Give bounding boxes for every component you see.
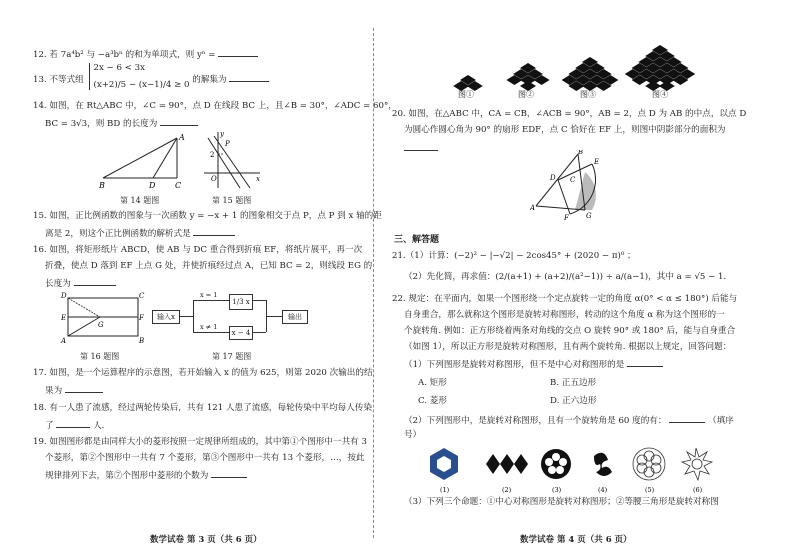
label-2: 2 xyxy=(210,151,215,159)
question-21-part-1: 21.（1）计算：(−2)² − |−√2| − 2cos45° + (2020 − π)⁰ ； xyxy=(392,251,636,261)
flow-arrow-out xyxy=(266,316,282,317)
question-14-line-2 xyxy=(45,117,198,130)
page-footer-3: 数学试卷 第 3 页（共 6 页） xyxy=(150,535,262,546)
label-o: O xyxy=(211,175,217,183)
shape-3-circle-flower xyxy=(541,449,571,479)
question-13 xyxy=(33,63,269,90)
question-17-line-1: 17. 如图，是一个运算程序的示意图，若开始输入 x 的值为 625，则第 2020 次输出的结 xyxy=(33,368,373,378)
label-a: A xyxy=(61,337,67,344)
question-20-line-1: 20. 如图，在△ABC 中，CA = CB，∠ACB = 90°，AB = 2，点 D 为 AB 的中点，以点 D xyxy=(392,109,747,119)
shape-label-2: (2) xyxy=(502,486,512,494)
petal-1 xyxy=(552,453,560,461)
label-c: C xyxy=(175,181,182,190)
question-19-line-2: 个菱形，第②个图形中一共有 7 个菱形，第③个图形中一共有 13 个菱形，…，按此 xyxy=(45,453,365,463)
question-22-part-3: （3）下列三个命题：①中心对称图形是旋转对称图形；②等腰三角形是旋转对称图 xyxy=(404,497,719,507)
flow-output-box: 输出 xyxy=(282,310,308,324)
question-15-text: 离是 2，则这个正比例函数的解析式是 xyxy=(45,229,191,239)
flow-input-box: 输入x xyxy=(152,310,180,324)
figure-17 xyxy=(148,292,318,344)
label-e: E xyxy=(594,158,600,166)
flow-merge-bottom xyxy=(252,332,266,333)
label-c: C xyxy=(139,292,145,300)
question-16-line-1: 16. 如图，将矩形纸片 ABCD，使 AB 与 DC 重合得到折痕 EF，将纸片展平，再一次 xyxy=(33,245,363,255)
question-19-line-3 xyxy=(45,469,247,482)
segment-ba xyxy=(103,138,177,178)
question-22-part-2-line-2: 号） xyxy=(404,430,422,440)
page-divider xyxy=(373,28,374,538)
answer-blank-22-2[interactable] xyxy=(669,414,705,423)
petal-4 xyxy=(548,466,556,474)
answer-blank-14[interactable] xyxy=(160,117,198,126)
label-d: D xyxy=(149,181,156,190)
answer-blank-13[interactable] xyxy=(229,73,269,82)
segment-ag xyxy=(68,317,100,336)
label-d: D xyxy=(550,174,556,182)
label-a: A xyxy=(530,204,536,212)
segment-dg xyxy=(68,298,100,317)
question-22-line-1: 22. 规定：在平面内，如果一个图形绕一个定点旋转一定的角度 α(0° < α ≤ 180°) 后能与 xyxy=(392,294,738,304)
question-14-line-1: 14. 如图，在 Rt△ABC 中，∠C = 90°，点 D 在线段 BC 上，且∠B = 30°，∠ADC = 60°， xyxy=(33,101,397,111)
label-g: G xyxy=(98,321,104,329)
question-18-suffix: 人. xyxy=(93,421,105,431)
inequality-line-2: (x+2)/5 − (x−1)/4 ≥ 0 xyxy=(93,79,190,90)
question-22-part-2 xyxy=(404,414,734,427)
figure-14-caption: 第 14 题图 xyxy=(120,196,160,205)
label-b: B xyxy=(578,150,584,156)
question-17-text: 果为 xyxy=(45,386,63,396)
shape-5-hex-ring xyxy=(633,448,665,480)
page-footer-4: 数学试卷 第 4 页（共 6 页） xyxy=(520,535,632,546)
petal-3 xyxy=(556,466,564,474)
shape-6-center xyxy=(692,459,702,469)
answer-blank-16[interactable] xyxy=(74,277,116,286)
flow-condition-1: x = 1 xyxy=(200,291,218,299)
question-13-prefix: 13. 不等式组 xyxy=(33,75,84,85)
option-c[interactable]: C. 菱形 xyxy=(418,396,447,406)
question-22-part-2-text: （2）下列图形中，是旋转对称图形，且有一个旋转角是 60 度的有： xyxy=(404,416,667,426)
label-p: P xyxy=(225,140,230,148)
question-12 xyxy=(33,48,258,61)
figure-16-caption: 第 16 题图 xyxy=(80,352,120,361)
radius-df xyxy=(558,180,570,214)
question-16-text: 长度为 xyxy=(45,279,71,289)
question-22-line-3: 个旋转角. 例如：正方形绕着两条对角线的交点 O 旋转 90° 或 180° 后，能与自身重合 xyxy=(404,326,736,336)
shape-4-swirl xyxy=(594,453,612,476)
option-a[interactable]: A. 矩形 xyxy=(418,378,447,388)
figure-19-label-2: 图② xyxy=(518,90,534,99)
question-15-line-2 xyxy=(45,227,235,240)
option-d[interactable]: D. 正六边形 xyxy=(550,396,597,406)
label-f: F xyxy=(139,314,144,322)
question-22-line-4: （如图 1），所以正方形是旋转对称图形，且有两个旋转角. 根据以上规定，回答问题： xyxy=(404,342,732,352)
question-20-line-3 xyxy=(404,142,438,155)
question-22-part-2-suffix: （填序 xyxy=(707,416,734,426)
question-21-part-2: （2）先化简，再求值：(2/(a+1) + (a+2)/(a²−1)) ÷ a/(a−1)，其中 a = √5 − 1. xyxy=(404,272,727,282)
figure-19-label-3: 图③ xyxy=(580,90,596,99)
question-19-text: 规律排列下去，第⑦个图形中菱形的个数为 xyxy=(45,471,209,481)
label-e: E xyxy=(61,314,67,322)
shape-label-5: (5) xyxy=(645,486,655,494)
shape-4-path xyxy=(594,453,612,476)
answer-blank-17[interactable] xyxy=(65,384,103,393)
figure-15-caption: 第 15 题图 xyxy=(212,196,252,205)
label-d: D xyxy=(61,292,67,300)
label-c: C xyxy=(570,176,576,184)
petal-2 xyxy=(559,458,567,466)
flow-arrow-top xyxy=(193,300,229,301)
figure-19-label-4: 图④ xyxy=(652,90,668,99)
label-g: G xyxy=(586,212,592,220)
answer-blank-22-1[interactable] xyxy=(627,358,663,367)
right-page xyxy=(390,0,794,560)
question-14-text: BC = 3√3，则 BD 的长度为 xyxy=(45,119,158,129)
shape-label-3: (3) xyxy=(552,486,562,494)
answer-blank-12[interactable] xyxy=(218,48,258,57)
label-b: B xyxy=(99,181,105,190)
question-15-line-1: 15. 如图，正比例函数的图象与一次函数 y = −x + 1 的图象相交于点 P，点 P 到 x 轴的距 xyxy=(33,211,382,221)
answer-blank-19[interactable] xyxy=(211,469,247,478)
inequality-system xyxy=(89,63,190,90)
diamond-1 xyxy=(486,454,500,474)
flow-arrow-1 xyxy=(179,316,193,317)
question-18-text: 了 xyxy=(45,421,54,431)
question-19-line-1: 19. 如图图形都是由同样大小的菱形按照一定规律所组成的，其中第①个图形中一共有 3 xyxy=(33,437,367,447)
option-b[interactable]: B. 正五边形 xyxy=(550,378,597,388)
diamond-3 xyxy=(514,454,528,474)
label-a: A xyxy=(179,133,185,142)
line-linear xyxy=(214,136,250,188)
label-x: x xyxy=(256,175,260,183)
question-12-text: 12. 若 7a⁴b² 与 −a³bⁿ 的和为单项式，则 yⁿ = xyxy=(33,50,216,60)
flow-op-subtract: x − 4 xyxy=(229,326,253,340)
question-22-part-1 xyxy=(404,358,663,371)
flow-op-divide: 1/3 x xyxy=(229,294,253,310)
inequality-line-1: 2x − 6 < 3x xyxy=(93,63,145,73)
question-13-suffix: 的解集为 xyxy=(192,75,227,85)
label-f: F xyxy=(564,214,569,220)
shape-label-1: (1) xyxy=(440,486,450,494)
figure-15 xyxy=(200,128,265,190)
section-heading-answers: 三、解答题 xyxy=(394,235,440,245)
question-20-line-2: 为圆心作圆心角为 90° 的扇形 EDF，点 C 恰好在 EF 上，则图中阴影部分的面积为 xyxy=(404,125,726,135)
question-22-line-2: 自身重合，那么就称这个图形是旋转对称图形，转动的这个角度 α 称为这个图形的一 xyxy=(404,310,725,320)
figure-20 xyxy=(530,150,620,220)
question-16-line-3 xyxy=(45,277,116,290)
figure-19-label-1: 图① xyxy=(458,90,474,99)
shape-1-hex-logo xyxy=(430,448,458,480)
shape-6-star xyxy=(682,448,712,480)
flow-branch-line xyxy=(193,300,194,332)
shape-label-4: (4) xyxy=(598,486,608,494)
shape-6-starburst xyxy=(682,448,712,480)
label-y: y xyxy=(220,130,224,138)
shape-5-circle xyxy=(633,448,665,480)
diamond-2 xyxy=(500,454,514,474)
flow-arrow-bottom xyxy=(193,332,229,333)
petal-5 xyxy=(545,458,553,466)
question-18-line-2 xyxy=(45,419,104,432)
flow-merge-top xyxy=(252,300,266,301)
shape-label-6: (6) xyxy=(693,486,703,494)
flow-condition-2: x ≠ 1 xyxy=(200,323,218,331)
question-17-line-2 xyxy=(45,384,103,397)
answer-blank-15[interactable] xyxy=(193,227,235,236)
figure-22-shapes xyxy=(426,444,726,494)
question-18-line-1: 18. 有一人患了流感，经过两轮传染后，共有 121 人患了流感，每轮传染中平均每人传染 xyxy=(33,403,373,413)
question-16-line-2: 折叠，使点 D 落到 EF 上点 G 处，并使折痕经过点 A，已知 BC = 2，则线段 EG 的 xyxy=(45,261,373,271)
question-22-part-1-text: （1）下列图形是旋转对称图形，但不是中心对称图形的是 xyxy=(404,360,625,370)
figure-14 xyxy=(95,130,190,190)
answer-blank-18[interactable] xyxy=(56,419,90,428)
label-b: B xyxy=(139,337,145,344)
answer-blank-20[interactable] xyxy=(404,142,438,151)
figure-17-caption: 第 17 题图 xyxy=(212,352,252,361)
shape-2-diamonds xyxy=(486,454,528,474)
figure-16 xyxy=(60,292,145,344)
